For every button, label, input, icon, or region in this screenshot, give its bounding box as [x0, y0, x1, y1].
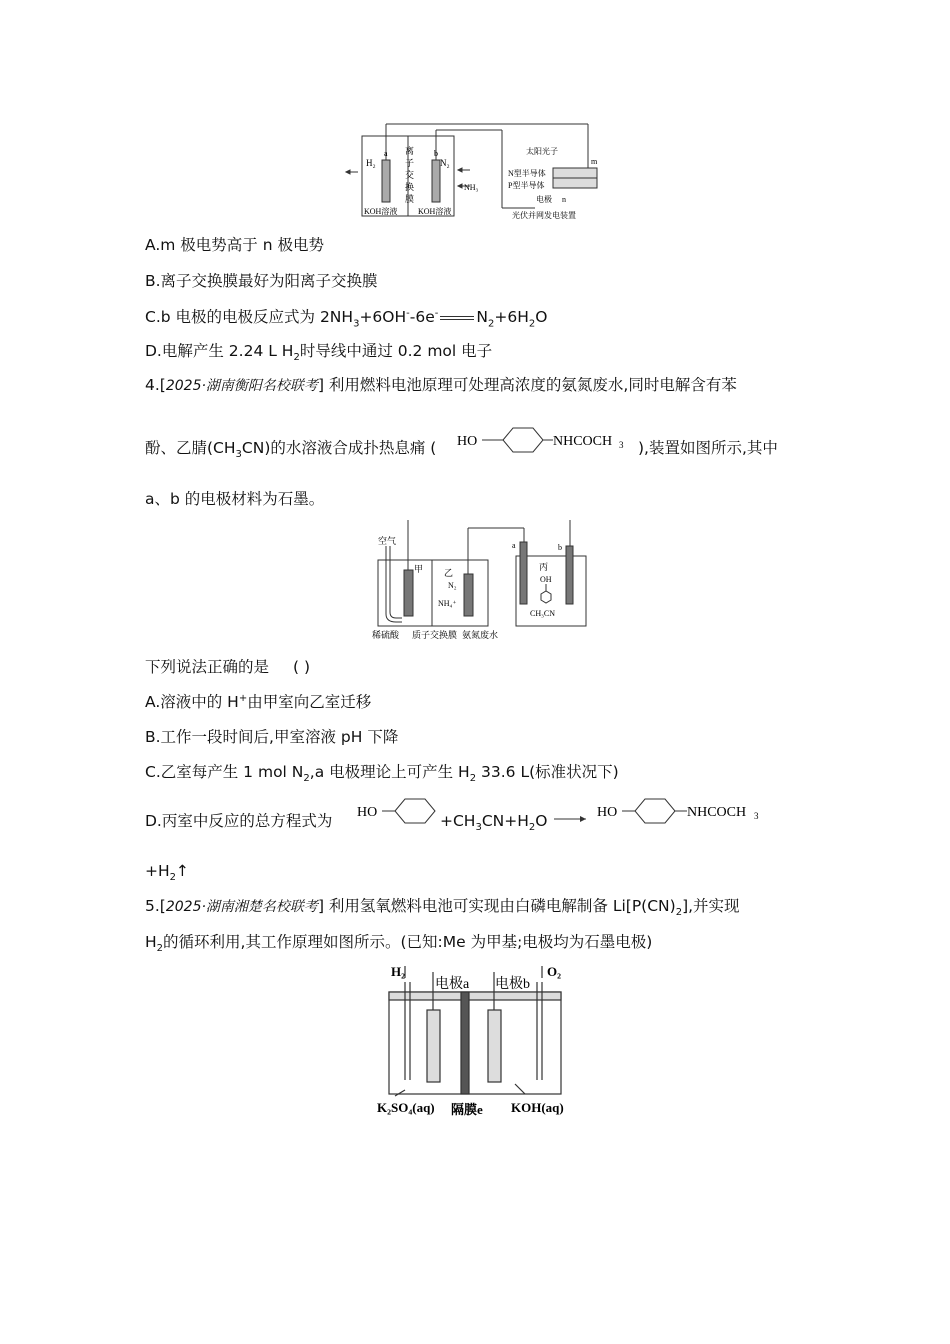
label-air: 空气 — [378, 536, 397, 546]
text: CN+H — [481, 812, 529, 830]
label-h2: H₂ — [391, 964, 406, 979]
text: 的循环利用,其工作原理如图所示。(已知:Me 为甲基;电极均为石墨电极) — [163, 933, 653, 951]
q4-option-b: B.工作一段时间后,甲室溶液 pH 下降 — [145, 728, 399, 746]
label-b: b — [434, 149, 438, 158]
label-k2so4: K₂SO₄(aq) — [377, 1100, 435, 1115]
label-n-semi: N型半导体 — [508, 169, 546, 178]
text: O — [535, 812, 548, 830]
label-m: m — [591, 157, 598, 166]
sup: - — [406, 308, 410, 319]
text: ,a 电极理论上可产生 H — [309, 763, 470, 781]
q4-ask — [145, 658, 310, 677]
text: 时导线中通过 0.2 mol 电子 — [299, 342, 493, 360]
text: D.电解产生 2.24 L H — [145, 342, 294, 360]
label-oh: OH — [540, 575, 552, 584]
label-p-semi: P型半导体 — [508, 181, 545, 190]
q3-option-c — [145, 308, 547, 330]
q4-stem-line2-end: ),装置如图所示,其中 — [638, 439, 778, 457]
label-jia: 甲 — [414, 564, 424, 574]
label-acid: 稀硫酸 — [372, 630, 400, 640]
text: 下列说法正确的是 — [145, 658, 270, 676]
membrane-char-2: 子 — [405, 158, 415, 168]
label-electrode-b: 电极b — [495, 977, 530, 992]
text: C.乙室每产生 1 mol N — [145, 763, 304, 781]
source-tag: 2025·湖南湘楚名校联考 — [165, 899, 318, 915]
text: CN)的水溶液合成扑热息痛 ( — [241, 439, 437, 457]
structure-paracetamol — [455, 425, 635, 459]
text: ] 利用氢氧燃料电池可实现由白磷电解制备 Li[P(CN) — [317, 897, 676, 915]
sub: 2 — [675, 907, 683, 919]
q3-option-a: A.m 极电势高于 n 极电势 — [145, 236, 324, 254]
q3-option-d — [145, 342, 492, 364]
figure-hydrogen-oxygen-cell — [375, 962, 575, 1122]
q4-option-a — [145, 693, 371, 712]
structure-product — [595, 796, 775, 830]
label-yi: 乙 — [444, 568, 454, 578]
q4-option-c — [145, 763, 619, 785]
figure-fuel-cell-electrolysis — [368, 518, 598, 642]
ho-label: HO — [357, 805, 378, 820]
text: +H — [145, 862, 170, 880]
nhcoch-label: NHCOCH — [553, 434, 613, 449]
label-a: a — [512, 541, 516, 550]
label-membrane: 质子交换膜 — [412, 630, 458, 640]
text: +CH — [440, 812, 476, 830]
text: ],并实现 — [682, 897, 740, 915]
text: H — [145, 933, 157, 951]
label-electrode-a: 电极a — [435, 977, 470, 992]
sub: 2 — [528, 318, 536, 330]
label-h2: H₂ — [366, 158, 376, 168]
label-sun: 太阳光子 — [526, 147, 558, 156]
label-n: n — [562, 195, 566, 204]
q4-option-d-label: D.丙室中反应的总方程式为 — [145, 812, 333, 830]
equals-sign — [440, 316, 474, 320]
text: +6H — [494, 308, 529, 327]
figure-electrolysis-pv — [340, 120, 610, 225]
question-number: 5.[ — [145, 897, 166, 915]
question-number: 4.[ — [145, 376, 166, 394]
text: N — [476, 308, 488, 327]
label-ch3cn: CH₃CN — [530, 609, 556, 618]
label-nh4: NH₄⁺ — [438, 599, 457, 608]
answer-paren: ( ) — [293, 658, 311, 676]
text: ] 利用燃料电池原理可处理高浓度的氨氮废水,同时电解含有苯 — [317, 376, 737, 394]
q4-stem-line2 — [145, 439, 436, 461]
label-n2: N₂ — [440, 158, 450, 168]
q4-stem-line1 — [145, 376, 737, 395]
label-koh: KOH(aq) — [511, 1100, 564, 1115]
label-nh3: NH₃ — [464, 183, 479, 192]
sub: 2 — [469, 773, 477, 785]
sub: 2 — [303, 773, 310, 785]
q4-stem-line3: a、b 的电极材料为石墨。 — [145, 490, 325, 508]
sub: 3 — [235, 449, 242, 461]
label-n2: N₂ — [448, 581, 457, 590]
source-tag: 2025·湖南衡阳名校联考 — [165, 378, 318, 394]
sub: 2 — [528, 822, 536, 834]
label-electrode: 电极 — [536, 195, 552, 204]
sub: 2 — [169, 872, 177, 884]
reaction-arrow — [552, 812, 592, 826]
text: O — [535, 308, 548, 327]
sup: - — [434, 308, 439, 319]
structure-phenol — [355, 796, 439, 830]
text: +6OH — [359, 308, 407, 327]
text: 酚、乙腈(CH — [145, 439, 236, 457]
label-o2: O₂ — [547, 964, 562, 979]
membrane-char-1: 离 — [405, 146, 415, 156]
text: C.b 电极的电极反应式为 2NH — [145, 308, 354, 327]
membrane-char-5: 膜 — [405, 194, 415, 204]
q5-stem-line1 — [145, 897, 740, 919]
nhcoch-label: NHCOCH — [687, 805, 747, 820]
sub-3: 3 — [619, 440, 624, 450]
label-waste: 氨氮废水 — [462, 630, 499, 640]
label-device: 光伏并网发电装置 — [512, 211, 576, 220]
text: 33.6 L(标准状况下) — [476, 763, 619, 781]
sub: 2 — [487, 318, 495, 330]
ho-label: HO — [597, 805, 618, 820]
sub: 2 — [156, 943, 164, 955]
label-b: b — [558, 543, 562, 552]
sub: 3 — [353, 318, 360, 330]
sub-3: 3 — [754, 811, 759, 821]
sup: + — [238, 693, 248, 704]
ho-label: HO — [457, 434, 478, 449]
label-koh-left: KOH溶液 — [364, 207, 398, 216]
sub: 2 — [293, 352, 300, 364]
text: 由甲室向乙室迁移 — [247, 693, 372, 712]
text: -6e — [409, 308, 435, 327]
label-membrane: 隔膜e — [451, 1102, 483, 1117]
q3-option-b: B.离子交换膜最好为阳离子交换膜 — [145, 272, 378, 290]
up-arrow: ↑ — [176, 862, 190, 880]
q5-stem-line2 — [145, 933, 652, 955]
label-a: a — [384, 149, 388, 158]
label-bing: 丙 — [539, 562, 549, 572]
membrane-char-4: 换 — [405, 182, 415, 192]
q4-option-d-h2 — [145, 862, 189, 884]
label-koh-right: KOH溶液 — [418, 207, 452, 216]
text: A.溶液中的 H — [145, 693, 239, 712]
sub: 3 — [475, 822, 482, 834]
membrane-char-3: 交 — [405, 170, 415, 180]
q4-option-d-reactants — [440, 812, 547, 834]
